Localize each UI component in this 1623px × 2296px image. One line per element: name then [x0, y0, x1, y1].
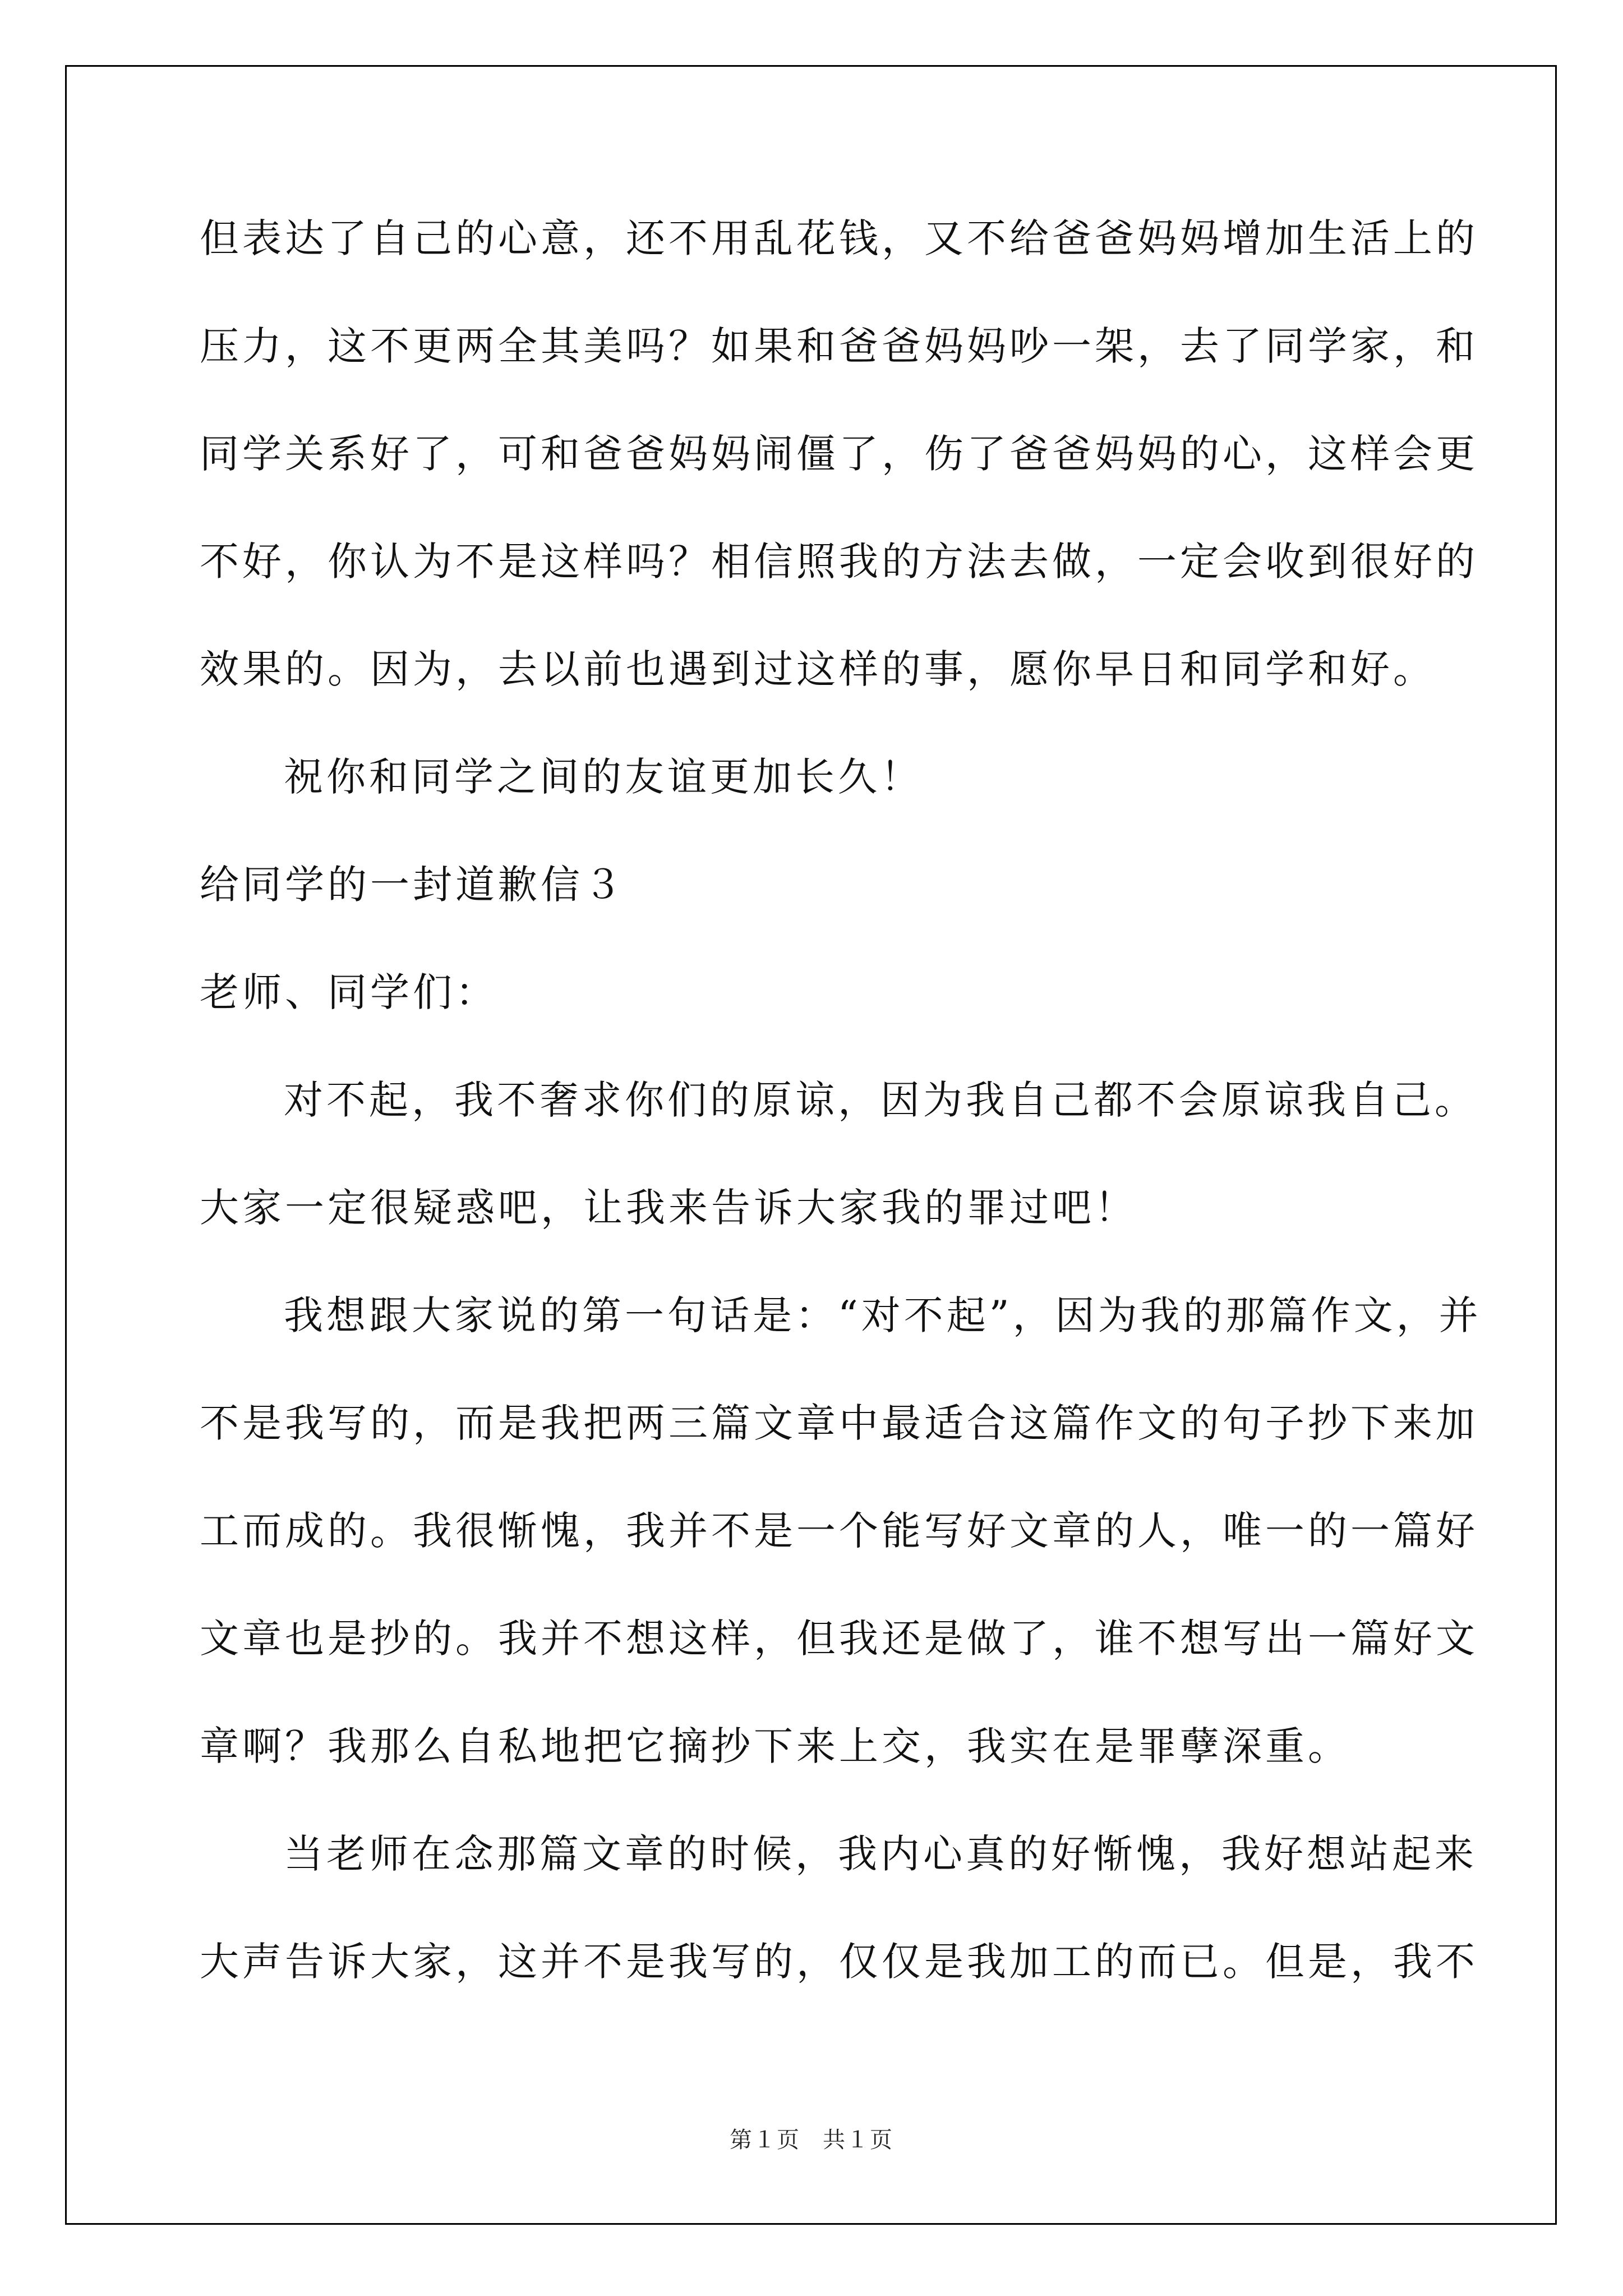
salutation: 老师、同学们：	[200, 969, 498, 1015]
text-line: 不好，你认为不是这样吗？相信照我的方法去做，一定会收到很好的	[200, 539, 1478, 585]
text-line: 工而成的。我很惭愧，我并不是一个能写好文章的人，唯一的一篇好	[200, 1508, 1478, 1554]
page-border	[65, 65, 1557, 2225]
text-line: 但表达了自己的心意，还不用乱花钱，又不给爸爸妈妈增加生活上的	[200, 215, 1478, 261]
page-footer	[0, 2126, 1623, 2154]
text-line: 不是我写的，而是我把两三篇文章中最适合这篇作文的句子抄下来加	[200, 1400, 1478, 1446]
page-total: 共１页	[823, 2127, 893, 2153]
text-line: 文章也是抄的。我并不想这样，但我还是做了，谁不想写出一篇好文	[200, 1616, 1478, 1662]
text-line: 压力，这不更两全其美吗？如果和爸爸妈妈吵一架，去了同学家，和	[200, 323, 1478, 369]
text-line: 对不起，我不奢求你们的原谅，因为我自己都不会原谅我自己。	[284, 1077, 1477, 1123]
page-number: 第１页	[730, 2127, 800, 2153]
text-line: 我想跟大家说的第一句话是：“对不起”，因为我的那篇作文，并	[284, 1292, 1482, 1338]
text-line: 当老师在念那篇文章的时候，我内心真的好惭愧，我好想站起来	[284, 1831, 1477, 1877]
text-line: 大家一定很疑惑吧，让我来告诉大家我的罪过吧！	[200, 1185, 1137, 1231]
closing-wish: 祝你和同学之间的友谊更加长久！	[284, 754, 923, 800]
text-line: 效果的。因为，去以前也遇到过这样的事，愿你早日和同学和好。	[200, 646, 1436, 692]
text-line: 章啊？我那么自私地把它摘抄下来上交，我实在是罪孽深重。	[200, 1723, 1350, 1769]
section-title: 给同学的一封道歉信３	[200, 862, 626, 908]
text-line: 同学关系好了，可和爸爸妈妈闹僵了，伤了爸爸妈妈的心，这样会更	[200, 431, 1478, 477]
text-line: 大声告诉大家，这并不是我写的，仅仅是我加工的而已。但是，我不	[200, 1939, 1478, 1985]
